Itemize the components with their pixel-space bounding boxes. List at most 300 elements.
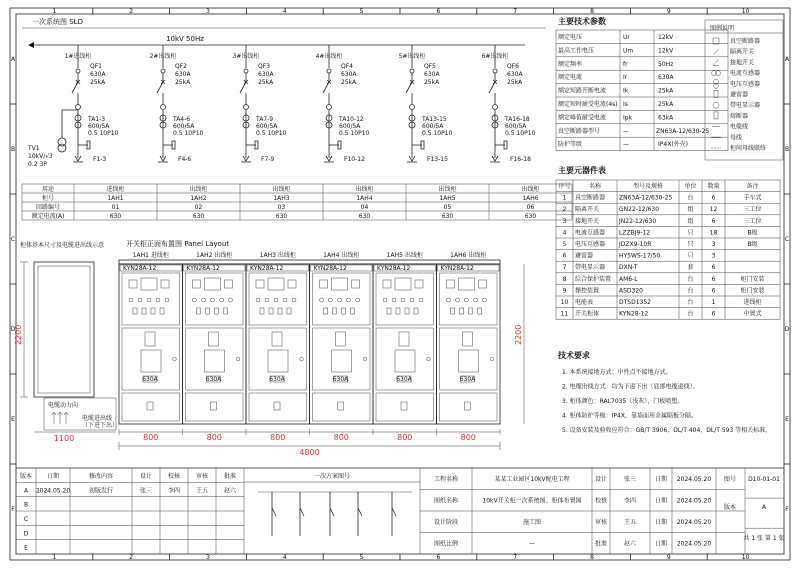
equipment-cell: 接地开关 <box>575 217 600 225</box>
control-switch <box>342 308 346 314</box>
plug-contact <box>76 69 80 73</box>
table-cell: 出线柜 <box>355 186 374 193</box>
equipment-cell: 6 <box>711 310 716 318</box>
indicator-meter <box>415 280 423 288</box>
scheme-switch <box>300 508 304 516</box>
breaker-blade <box>406 82 412 93</box>
equipment-cell: 只 <box>687 241 694 248</box>
cable-door <box>186 393 244 421</box>
param-name: 最高工作电压 <box>558 47 595 55</box>
equipment-cell: 只 <box>687 252 694 260</box>
cabinet-label: 1AH1 进线柜 <box>132 252 169 259</box>
equipment-cell: 6 <box>711 287 716 295</box>
zone-row-left: E <box>11 416 15 423</box>
signature-name: 李四 <box>623 497 637 505</box>
cabinet-label: 1AH3 出线柜 <box>259 252 296 259</box>
breaker-breaking: 25kA <box>175 79 191 86</box>
fuse-id: F13-15 <box>427 156 448 163</box>
cable-arrow <box>64 412 68 424</box>
table-row-label: 额定电流(A) <box>31 213 65 220</box>
indicator-lamp <box>147 298 151 302</box>
control-switch <box>278 308 282 314</box>
viewing-window <box>272 332 282 346</box>
title-block-label: 工程名称 <box>433 476 459 483</box>
door-handle <box>363 357 367 361</box>
cabinet-nameplate: KYN28A-12 <box>123 265 157 272</box>
cable-door <box>249 393 307 421</box>
table-cell: 1AH2 <box>190 195 207 202</box>
busbar-arrow <box>28 42 34 48</box>
control-switch <box>133 308 137 314</box>
cabinet-nameplate: KYN28A-12 <box>186 265 220 272</box>
rating-label-text: 630A <box>142 376 158 383</box>
breaker-id: QF3 <box>258 63 270 70</box>
indicator-lamp <box>383 298 387 302</box>
signature-name: 赵六 <box>623 540 637 548</box>
table-cell: 出线柜 <box>272 186 291 193</box>
inspection-window <box>465 402 471 410</box>
vt-ratio: 10kV/√3 <box>28 153 53 160</box>
vt-class: 0.2 3P <box>28 161 47 168</box>
zone-row-left: B <box>10 146 16 153</box>
signature-date: 2024.05.20 <box>676 540 712 548</box>
equipment-cell: DXN-T <box>619 264 638 272</box>
zone-col-top: 3 <box>206 8 210 15</box>
equipment-cell: B级 <box>747 229 758 237</box>
equipment-cell: 10 <box>560 299 569 306</box>
ct-ratio: 600/5A <box>256 123 278 130</box>
table-cell: 06 <box>526 204 535 211</box>
equipment-cell: 柜门安装 <box>740 287 765 295</box>
param-symbol: — <box>623 141 629 149</box>
equipment-cell: 电能表 <box>575 299 594 306</box>
equipment-cell: 18 <box>709 229 718 237</box>
revision-cell: 李四 <box>167 487 181 495</box>
table-cell: 1AH6 <box>522 195 539 202</box>
side-view-cabinet <box>34 262 94 397</box>
breaker-current: 630A <box>507 71 523 78</box>
param-value: 63kA <box>658 114 674 122</box>
table-cell: 1AH5 <box>439 195 456 202</box>
table-cell: 630 <box>441 213 454 220</box>
equipment-cell: 6 <box>711 275 716 283</box>
breaker-id: QF1 <box>90 63 102 70</box>
param-name: 真空断路器型号 <box>558 127 601 135</box>
indicator-lamp <box>410 298 414 302</box>
indicator-lamp <box>138 298 142 302</box>
signature-date: 2024.05.20 <box>676 497 712 505</box>
indicator-lamp <box>465 298 469 302</box>
bus-voltage-label: 10kV 50Hz <box>166 35 204 43</box>
breaker-breaking: 25kA <box>341 79 357 86</box>
table-cell: 05 <box>443 204 452 211</box>
zone-col-bottom: 1 <box>52 554 57 561</box>
ct-class: 0.5 10P10 <box>88 130 119 137</box>
control-switch <box>324 308 328 314</box>
revision-header: 批准 <box>223 473 237 480</box>
control-switch <box>405 308 409 314</box>
equipment-cell: 台 <box>687 194 694 202</box>
param-name: 额定电压 <box>558 34 583 41</box>
viewing-window <box>463 332 473 346</box>
param-symbol: Ir <box>623 74 628 82</box>
signature-role: 校核 <box>594 497 608 505</box>
viewing-window <box>399 332 409 346</box>
width-dimension: 800 <box>460 433 476 442</box>
breaker-blade <box>489 82 495 93</box>
equipment-cell: JN22-12/630 <box>619 217 657 225</box>
indicator-lamp <box>193 298 197 302</box>
door-handle <box>490 357 494 361</box>
indicator-lamp <box>456 298 460 302</box>
date-label: 日期 <box>654 476 668 483</box>
equipment-cell: 9 <box>562 287 567 295</box>
control-switch <box>287 308 291 314</box>
equipment-cell: 5 <box>562 241 567 248</box>
ventilation-grille <box>459 350 479 372</box>
zone-col-bottom: 6 <box>436 554 441 561</box>
protection-relay <box>332 278 348 290</box>
revision-cell: 王五 <box>195 487 209 495</box>
table-cell: 630 <box>358 213 371 220</box>
equipment-cell: 6 <box>711 264 716 272</box>
indicator-meter <box>256 280 264 288</box>
cabinet-nameplate: KYN28A-12 <box>440 265 474 272</box>
revision-cell: B <box>23 501 29 509</box>
feeder-title: 3#出线柜 <box>232 53 260 60</box>
revision-cell: 张三 <box>139 487 153 495</box>
sheet-count: 共 1 张 第 1 张 <box>743 535 785 542</box>
breaker-current: 630A <box>175 71 191 78</box>
table-row-label: 用途 <box>41 186 55 193</box>
legend-item-label: 母线 <box>730 134 743 142</box>
equipment-header: 备注 <box>746 183 759 190</box>
cable-entry-note: 电缆进出线 <box>82 415 113 422</box>
switchgear-cabinet <box>437 264 501 424</box>
indicator-meter <box>479 280 487 288</box>
protection-relay <box>268 278 284 290</box>
ct-id: TA1-3 <box>88 116 106 123</box>
width-dimension: 800 <box>333 433 349 442</box>
ct-id: TA10-12 <box>339 116 364 123</box>
cabinet-nameplate: KYN28A-12 <box>313 265 347 272</box>
ventilation-grille <box>332 350 352 372</box>
ct-class: 0.5 10P10 <box>339 130 370 137</box>
breaker-blade <box>72 82 78 93</box>
equipment-cell: 中置式 <box>743 310 762 318</box>
equipment-cell: 三工位 <box>743 217 762 225</box>
height-dimension: 2200 <box>14 324 23 345</box>
legend-item-label: 柜间母线联络 <box>730 145 767 152</box>
indicator-lamp <box>265 298 269 302</box>
param-name: 额定频率 <box>558 60 583 68</box>
cable-arrow <box>52 412 56 424</box>
equipment-cell: LZZBJ9-12 <box>619 229 651 237</box>
table-cell: 630 <box>192 213 205 220</box>
equipment-cell: 11 <box>560 310 569 318</box>
control-switch <box>151 308 155 314</box>
protection-relay <box>459 278 475 290</box>
sld-title: 一次系统图 SLD <box>32 18 83 26</box>
legend-item-label: 隔离开关 <box>730 48 755 56</box>
legend-item-label: 真空断路器 <box>730 38 761 45</box>
revision-cell: 2024.05.20 <box>35 487 71 495</box>
equipment-cell: 三工位 <box>743 206 762 214</box>
ventilation-grille <box>395 350 415 372</box>
door-handle <box>427 357 431 361</box>
breaker-id: QF6 <box>507 63 519 70</box>
indicator-lamp <box>392 298 396 302</box>
table-cell: 04 <box>360 204 369 211</box>
legend-item-label: 电流互感器 <box>730 70 761 78</box>
cable-door <box>376 393 434 421</box>
switchgear-cabinet <box>373 264 437 424</box>
param-value: 12kV <box>658 34 674 41</box>
ct-class: 0.5 10P10 <box>422 130 453 137</box>
breaker-current: 630A <box>90 71 106 78</box>
indicator-lamp <box>447 298 451 302</box>
indicator-lamp <box>220 298 224 302</box>
equipment-cell: 避雷器 <box>575 252 594 260</box>
equipment-cell: HY5WS-17/50 <box>619 252 661 260</box>
ventilation-grille <box>268 350 288 372</box>
equipment-cell: 手车式 <box>743 194 762 202</box>
plug-contact <box>327 105 332 110</box>
control-switch <box>396 308 400 314</box>
equipment-cell: 6 <box>562 252 567 260</box>
ct-class: 0.5 10P10 <box>505 130 536 137</box>
zone-col-bottom: 9 <box>666 554 671 561</box>
zone-col-bottom: 2 <box>129 554 134 561</box>
table-row-label: 柜号 <box>41 195 55 202</box>
indicator-lamp <box>229 298 233 302</box>
equipment-cell: DTSD1352 <box>619 299 651 306</box>
switchgear-cabinet <box>246 264 310 424</box>
zone-col-top: 9 <box>666 8 671 15</box>
plug-contact <box>161 69 165 73</box>
equipment-header: 数量 <box>707 183 720 190</box>
indicator-meter <box>352 280 360 288</box>
table-cell: 630 <box>275 213 288 220</box>
revision-cell: E <box>24 544 28 552</box>
zone-col-top: 1 <box>52 8 57 15</box>
param-name: 额定短时耐受电流(4s) <box>558 101 618 108</box>
equipment-cell: 台 <box>687 299 694 306</box>
drawing-number: D10-01-01 <box>748 476 780 483</box>
switchgear-cabinet <box>310 264 374 424</box>
tech-requirement-item: 5. 设备安装及验收应符合：GB/T 3906、DL/T 404、DL/T 593 等相关标准。 <box>562 427 772 434</box>
indicator-meter <box>129 280 137 288</box>
legend-arrester-icon <box>714 91 718 98</box>
zone-col-bottom: 5 <box>359 554 364 561</box>
scheme-switch <box>358 508 362 516</box>
table-cell: 03 <box>277 204 286 211</box>
viewing-window <box>336 332 346 346</box>
equipment-title: 主要元器件表 <box>558 166 606 175</box>
indicator-meter <box>288 280 296 288</box>
cable-entry-note: （下进下出） <box>82 422 119 429</box>
revision-header: 日期 <box>46 473 60 480</box>
tech-requirement-item: 2. 电缆出线方式：均为下进下出（底部电缆进线）。 <box>562 383 699 391</box>
equipment-cell: 8 <box>562 275 567 283</box>
legend-item-label: 熔断器 <box>730 112 749 120</box>
equipment-cell: 6 <box>711 194 716 202</box>
indicator-lamp <box>474 298 478 302</box>
switchgear-cabinet <box>183 264 247 424</box>
control-switch <box>215 308 219 314</box>
control-switch <box>460 308 464 314</box>
rating-label-text: 630A <box>205 376 222 383</box>
equipment-cell: 1 <box>562 194 567 202</box>
protection-relay <box>205 278 221 290</box>
date-label: 日期 <box>654 497 668 505</box>
param-value: 630A <box>658 74 674 82</box>
zone-row-right: F <box>785 506 789 513</box>
equipment-cell: 只 <box>687 229 694 237</box>
plug-contact <box>161 105 166 110</box>
zone-col-bottom: 7 <box>513 554 518 561</box>
equipment-cell: 进线柜 <box>743 299 762 306</box>
zone-row-left: C <box>10 236 16 243</box>
indicator-lamp <box>356 298 360 302</box>
cabinet-label: 1AH5 出线柜 <box>386 252 423 259</box>
indicator-lamp <box>419 298 423 302</box>
ventilation-grille <box>205 350 225 372</box>
zone-row-right: A <box>784 56 790 63</box>
vt-id: TV1 <box>28 145 40 152</box>
table-cell: 进线柜 <box>106 186 125 193</box>
indicator-meter <box>161 280 169 288</box>
breaker-breaking: 25kA <box>424 79 440 86</box>
breaker-breaking: 25kA <box>90 79 106 86</box>
version-label: 版本 <box>723 504 737 511</box>
tech-requirement-item: 4. 柜体防护等级：IP4X，靠墙面用金属隔板分隔。 <box>562 412 697 420</box>
date-label: 日期 <box>654 540 668 548</box>
indicator-lamp <box>283 298 287 302</box>
indicator-lamp <box>347 298 351 302</box>
total-width-dimension: 4800 <box>299 448 320 457</box>
tech-requirements-title: 技术要求 <box>558 351 590 360</box>
plug-contact <box>244 69 248 73</box>
equipment-cell: 真空断路器 <box>575 194 606 202</box>
control-switch <box>160 308 164 314</box>
breaker-blade <box>157 82 163 93</box>
zone-col-top: 10 <box>741 8 750 15</box>
cabinet-nameplate: KYN28A-12 <box>377 265 411 272</box>
signature-name: 王五 <box>623 519 637 526</box>
zone-col-top: 2 <box>129 8 134 15</box>
control-switch <box>269 308 273 314</box>
plug-contact <box>327 69 331 73</box>
equipment-header: 单位 <box>684 183 697 190</box>
zone-row-right: E <box>785 416 789 423</box>
equipment-cell: 开关柜体 <box>575 310 600 318</box>
indicator-lamp <box>338 298 342 302</box>
breaker-id: QF5 <box>424 63 436 70</box>
revision-header: 版本 <box>19 473 33 480</box>
zone-row-left: F <box>11 506 15 513</box>
width-dimension: 800 <box>397 433 413 442</box>
ct-id: TA4-6 <box>173 116 191 123</box>
legend-indicator-icon <box>713 102 719 108</box>
cable-direction-note: 电缆动力向 <box>48 402 79 409</box>
voltage-transformer-symbol <box>58 144 66 152</box>
legend-item-label: 带电显示器 <box>730 102 761 110</box>
equipment-header: 型号及规格 <box>632 183 664 190</box>
breaker-current: 630A <box>258 71 274 78</box>
equipment-cell: 电流互感器 <box>575 229 606 237</box>
equipment-cell: B级 <box>747 241 758 248</box>
control-switch <box>260 308 264 314</box>
ct-id: TA13-15 <box>422 116 447 123</box>
equipment-cell: 3 <box>562 217 567 225</box>
ct-ratio: 600/5A <box>173 123 195 130</box>
viewing-window <box>209 332 219 346</box>
cable-door <box>313 393 371 421</box>
indicator-lamp <box>329 298 333 302</box>
zone-col-top: 7 <box>513 8 518 15</box>
table-cell: 01 <box>111 204 120 211</box>
equipment-cell: AM6-L <box>619 275 638 283</box>
equipment-cell: 组 <box>687 206 694 214</box>
indicator-lamp <box>320 298 324 302</box>
equipment-cell: 综合保护装置 <box>575 275 612 283</box>
revision-header: 设计 <box>139 473 153 480</box>
param-name: 额定电流 <box>558 74 583 82</box>
equipment-cell: ASD320 <box>619 287 643 295</box>
indicator-lamp <box>129 298 133 302</box>
table-row-label: 回路编号 <box>35 204 61 211</box>
zone-row-right: C <box>784 236 790 243</box>
ct-ratio: 600/5A <box>505 123 527 130</box>
equipment-cell: 12 <box>709 206 718 214</box>
plug-contact <box>244 105 249 110</box>
revision-cell: A <box>23 487 29 495</box>
cable-door <box>440 393 498 421</box>
feeder-title: 5#出线柜 <box>398 53 426 60</box>
cabinet-label: 1AH2 出线柜 <box>196 252 233 259</box>
revision-header: 修改内容 <box>88 473 114 480</box>
zone-col-top: 6 <box>436 8 441 15</box>
ventilation-grille <box>141 350 161 372</box>
title-block-label: 设计阶段 <box>433 519 459 526</box>
ct-class: 0.5 10P10 <box>256 130 287 137</box>
revision-cell: C <box>23 516 29 523</box>
revision-cell: D <box>23 530 29 538</box>
equipment-cell: 3 <box>711 241 716 248</box>
ct-class: 0.5 10P10 <box>173 130 204 137</box>
side-view-inner <box>38 266 90 393</box>
width-dimension: 800 <box>206 433 222 442</box>
indicator-lamp <box>202 298 206 302</box>
indicator-lamp <box>401 298 405 302</box>
scheme-switch <box>272 508 276 516</box>
door-handle <box>236 357 240 361</box>
indicator-meter <box>447 280 455 288</box>
equipment-cell: 2 <box>562 206 567 214</box>
protection-relay <box>395 278 411 290</box>
zone-row-right: B <box>784 146 790 153</box>
equipment-cell: 3 <box>711 252 716 260</box>
equipment-cell: 4 <box>562 229 567 237</box>
indicator-meter <box>383 280 391 288</box>
feeder-title: 6#出线柜 <box>481 53 509 60</box>
side-view-title: 柜体基本尺寸及电缆进出线示意 <box>20 242 105 249</box>
equipment-cell: 台 <box>687 287 694 295</box>
signature-date: 2024.05.20 <box>676 476 712 483</box>
zone-col-bottom: 4 <box>282 554 287 561</box>
rating-label-text: 630A <box>269 376 285 383</box>
